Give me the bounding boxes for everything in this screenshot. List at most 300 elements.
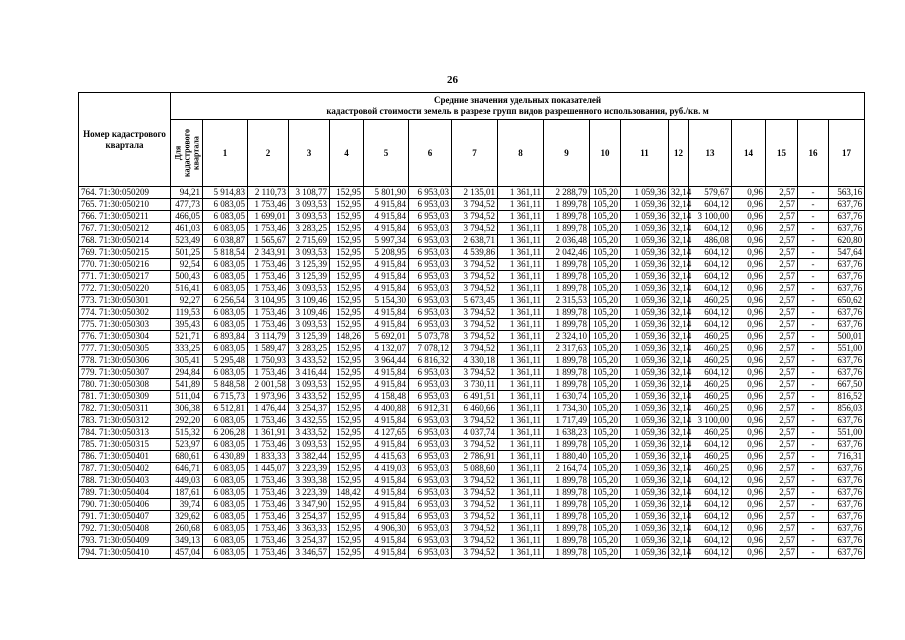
value-cell: 152,95 bbox=[330, 535, 364, 547]
value-cell: 3 794,52 bbox=[452, 475, 498, 487]
value-cell: 604,12 bbox=[689, 271, 732, 283]
value-cell: 3 794,52 bbox=[452, 511, 498, 523]
value-cell: 3 093,53 bbox=[289, 211, 330, 223]
table-row bbox=[79, 271, 865, 283]
value-cell: 457,04 bbox=[171, 547, 203, 559]
value-cell: 3 109,46 bbox=[289, 295, 330, 307]
header-rotated-label: Для кадастрового квартала bbox=[173, 128, 200, 178]
value-cell: 3 093,53 bbox=[289, 379, 330, 391]
value-cell: 32,14 bbox=[669, 427, 689, 439]
value-cell: 2,57 bbox=[766, 247, 798, 259]
cadastral-quarter-cell: 794. 71:30:050410 bbox=[79, 547, 171, 559]
value-cell: 1 059,36 bbox=[621, 391, 669, 403]
value-cell: 6 083,05 bbox=[203, 319, 248, 331]
value-cell: - bbox=[798, 235, 829, 247]
value-cell: 6 083,05 bbox=[203, 499, 248, 511]
table-row bbox=[79, 343, 865, 355]
value-cell: 501,25 bbox=[171, 247, 203, 259]
value-cell: 6 816,32 bbox=[409, 355, 452, 367]
cadastral-quarter-cell: 790. 71:30:050406 bbox=[79, 499, 171, 511]
value-cell: 6 953,03 bbox=[409, 475, 452, 487]
value-cell: 2 786,91 bbox=[452, 451, 498, 463]
value-cell: 148,26 bbox=[330, 331, 364, 343]
value-cell: 2 135,01 bbox=[452, 187, 498, 199]
value-cell: 3 794,52 bbox=[452, 319, 498, 331]
value-cell: 2,57 bbox=[766, 295, 798, 307]
value-cell: 152,95 bbox=[330, 283, 364, 295]
value-cell: 6 953,03 bbox=[409, 199, 452, 211]
table-row bbox=[79, 523, 865, 535]
value-cell: 460,25 bbox=[689, 451, 732, 463]
value-cell: 2,57 bbox=[766, 379, 798, 391]
value-cell: 6 206,28 bbox=[203, 427, 248, 439]
value-cell: 3 283,25 bbox=[289, 223, 330, 235]
value-cell: 1 059,36 bbox=[621, 343, 669, 355]
value-cell: 604,12 bbox=[689, 499, 732, 511]
cadastral-quarter-cell: 791. 71:30:050407 bbox=[79, 511, 171, 523]
value-cell: 1 361,11 bbox=[498, 427, 544, 439]
value-cell: 3 363,33 bbox=[289, 523, 330, 535]
value-cell: 637,76 bbox=[829, 283, 865, 295]
value-cell: 1 734,30 bbox=[544, 403, 590, 415]
value-cell: 1 059,36 bbox=[621, 355, 669, 367]
value-cell: 2,57 bbox=[766, 487, 798, 499]
value-cell: 3 125,39 bbox=[289, 271, 330, 283]
value-cell: 1 059,36 bbox=[621, 307, 669, 319]
value-cell: 152,95 bbox=[330, 247, 364, 259]
table-row bbox=[79, 511, 865, 523]
table-row bbox=[79, 535, 865, 547]
value-cell: 563,16 bbox=[829, 187, 865, 199]
value-cell: 0,96 bbox=[732, 235, 766, 247]
value-cell: 5 295,48 bbox=[203, 355, 248, 367]
header-col-number: 15 bbox=[766, 120, 798, 187]
header-rotated-cell bbox=[171, 120, 203, 187]
value-cell: 152,95 bbox=[330, 451, 364, 463]
value-cell: 1 361,11 bbox=[498, 499, 544, 511]
value-cell: 105,20 bbox=[590, 547, 621, 559]
value-cell: 1 059,36 bbox=[621, 223, 669, 235]
value-cell: 1 899,78 bbox=[544, 199, 590, 211]
value-cell: 4 915,84 bbox=[364, 199, 409, 211]
value-cell: 6 512,81 bbox=[203, 403, 248, 415]
value-cell: 105,20 bbox=[590, 187, 621, 199]
value-cell: 152,95 bbox=[330, 199, 364, 211]
value-cell: 2,57 bbox=[766, 367, 798, 379]
value-cell: 152,95 bbox=[330, 235, 364, 247]
value-cell: 3 254,37 bbox=[289, 511, 330, 523]
value-cell: - bbox=[798, 343, 829, 355]
value-cell: 1 059,36 bbox=[621, 199, 669, 211]
value-cell: 105,20 bbox=[590, 439, 621, 451]
value-cell: 294,84 bbox=[171, 367, 203, 379]
value-cell: 3 347,90 bbox=[289, 499, 330, 511]
cadastral-quarter-cell: 779. 71:30:050307 bbox=[79, 367, 171, 379]
value-cell: 6 953,03 bbox=[409, 235, 452, 247]
value-cell: 604,12 bbox=[689, 367, 732, 379]
value-cell: 460,25 bbox=[689, 379, 732, 391]
value-cell: 4 915,84 bbox=[364, 283, 409, 295]
value-cell: 1 361,11 bbox=[498, 307, 544, 319]
header-col-number: 2 bbox=[248, 120, 289, 187]
value-cell: 1 753,46 bbox=[248, 487, 289, 499]
table-row bbox=[79, 223, 865, 235]
value-cell: 6 038,87 bbox=[203, 235, 248, 247]
value-cell: 460,25 bbox=[689, 343, 732, 355]
value-cell: 2,57 bbox=[766, 427, 798, 439]
value-cell: 32,14 bbox=[669, 247, 689, 259]
value-cell: - bbox=[798, 439, 829, 451]
value-cell: 1 059,36 bbox=[621, 499, 669, 511]
value-cell: 604,12 bbox=[689, 439, 732, 451]
value-cell: 1 899,78 bbox=[544, 259, 590, 271]
value-cell: 3 794,52 bbox=[452, 439, 498, 451]
value-cell: 6 953,03 bbox=[409, 295, 452, 307]
value-cell: 6 953,03 bbox=[409, 415, 452, 427]
value-cell: 4 915,84 bbox=[364, 547, 409, 559]
table-row bbox=[79, 463, 865, 475]
value-cell: 1 753,46 bbox=[248, 283, 289, 295]
value-cell: 105,20 bbox=[590, 211, 621, 223]
value-cell: 3 100,00 bbox=[689, 211, 732, 223]
value-cell: 6 083,05 bbox=[203, 343, 248, 355]
value-cell: 3 093,53 bbox=[289, 247, 330, 259]
value-cell: 119,53 bbox=[171, 307, 203, 319]
value-cell: 3 794,52 bbox=[452, 259, 498, 271]
value-cell: 1 699,01 bbox=[248, 211, 289, 223]
value-cell: 0,96 bbox=[732, 427, 766, 439]
value-cell: 1 361,11 bbox=[498, 439, 544, 451]
value-cell: 1 361,11 bbox=[498, 271, 544, 283]
header-col-number: 12 bbox=[669, 120, 689, 187]
value-cell: 152,95 bbox=[330, 463, 364, 475]
value-cell: 604,12 bbox=[689, 547, 732, 559]
value-cell: 1 361,11 bbox=[498, 199, 544, 211]
value-cell: 152,95 bbox=[330, 415, 364, 427]
value-cell: 3 794,52 bbox=[452, 523, 498, 535]
value-cell: 604,12 bbox=[689, 283, 732, 295]
value-cell: 3 109,46 bbox=[289, 307, 330, 319]
value-cell: 2,57 bbox=[766, 403, 798, 415]
value-cell: 5 073,78 bbox=[409, 331, 452, 343]
value-cell: 3 794,52 bbox=[452, 271, 498, 283]
value-cell: 500,01 bbox=[829, 331, 865, 343]
value-cell: 1 059,36 bbox=[621, 367, 669, 379]
value-cell: 4 415,63 bbox=[364, 451, 409, 463]
value-cell: 1 753,46 bbox=[248, 523, 289, 535]
value-cell: 260,68 bbox=[171, 523, 203, 535]
value-cell: 1 361,11 bbox=[498, 391, 544, 403]
value-cell: 6 083,05 bbox=[203, 415, 248, 427]
table-row bbox=[79, 439, 865, 451]
value-cell: 329,62 bbox=[171, 511, 203, 523]
value-cell: 32,14 bbox=[669, 343, 689, 355]
value-cell: 105,20 bbox=[590, 379, 621, 391]
value-cell: 3 794,52 bbox=[452, 367, 498, 379]
value-cell: 1 361,11 bbox=[498, 331, 544, 343]
value-cell: 1 361,11 bbox=[498, 487, 544, 499]
cadastral-quarter-cell: 778. 71:30:050306 bbox=[79, 355, 171, 367]
value-cell: 1 361,11 bbox=[498, 283, 544, 295]
value-cell: 541,89 bbox=[171, 379, 203, 391]
value-cell: 3 964,44 bbox=[364, 355, 409, 367]
table-row bbox=[79, 247, 865, 259]
cadastral-quarter-cell: 776. 71:30:050304 bbox=[79, 331, 171, 343]
header-col-number: 8 bbox=[498, 120, 544, 187]
value-cell: 6 083,05 bbox=[203, 367, 248, 379]
value-cell: 0,96 bbox=[732, 379, 766, 391]
value-cell: 3 794,52 bbox=[452, 415, 498, 427]
header-col-number: 6 bbox=[409, 120, 452, 187]
value-cell: 105,20 bbox=[590, 499, 621, 511]
value-cell: 1 589,47 bbox=[248, 343, 289, 355]
value-cell: 0,96 bbox=[732, 391, 766, 403]
cadastral-quarter-cell: 765. 71:30:050210 bbox=[79, 199, 171, 211]
value-cell: 152,95 bbox=[330, 475, 364, 487]
value-cell: 3 794,52 bbox=[452, 307, 498, 319]
value-cell: 2,57 bbox=[766, 307, 798, 319]
value-cell: 4 400,88 bbox=[364, 403, 409, 415]
value-cell: - bbox=[798, 415, 829, 427]
value-cell: 0,96 bbox=[732, 247, 766, 259]
value-cell: 3 093,53 bbox=[289, 439, 330, 451]
value-cell: 0,96 bbox=[732, 439, 766, 451]
value-cell: 6 083,05 bbox=[203, 535, 248, 547]
value-cell: 92,54 bbox=[171, 259, 203, 271]
value-cell: 460,25 bbox=[689, 463, 732, 475]
value-cell: 105,20 bbox=[590, 283, 621, 295]
value-cell: 3 794,52 bbox=[452, 199, 498, 211]
header-cadastral-quarter: Номер кадастрового квартала bbox=[79, 93, 171, 187]
value-cell: 1 059,36 bbox=[621, 451, 669, 463]
value-cell: 32,14 bbox=[669, 523, 689, 535]
value-cell: 0,96 bbox=[732, 187, 766, 199]
value-cell: 3 794,52 bbox=[452, 499, 498, 511]
value-cell: 105,20 bbox=[590, 307, 621, 319]
value-cell: 32,14 bbox=[669, 319, 689, 331]
value-cell: 1 750,93 bbox=[248, 355, 289, 367]
value-cell: 105,20 bbox=[590, 331, 621, 343]
value-cell: 0,96 bbox=[732, 211, 766, 223]
page-number: 26 bbox=[447, 74, 458, 86]
value-cell: 6 083,05 bbox=[203, 523, 248, 535]
value-cell: 1 899,78 bbox=[544, 307, 590, 319]
value-cell: 477,73 bbox=[171, 199, 203, 211]
value-cell: 3 730,11 bbox=[452, 379, 498, 391]
value-cell: 6 083,05 bbox=[203, 223, 248, 235]
value-cell: 6 715,73 bbox=[203, 391, 248, 403]
value-cell: 6 953,03 bbox=[409, 535, 452, 547]
value-cell: 1 361,11 bbox=[498, 343, 544, 355]
cadastral-value-table bbox=[78, 92, 865, 559]
value-cell: 1 361,11 bbox=[498, 451, 544, 463]
cadastral-quarter-cell: 782. 71:30:050311 bbox=[79, 403, 171, 415]
value-cell: 650,62 bbox=[829, 295, 865, 307]
value-cell: 3 416,44 bbox=[289, 367, 330, 379]
value-cell: 1 899,78 bbox=[544, 211, 590, 223]
value-cell: 637,76 bbox=[829, 211, 865, 223]
value-cell: 3 283,25 bbox=[289, 343, 330, 355]
value-cell: 6 953,03 bbox=[409, 223, 452, 235]
value-cell: 1 753,46 bbox=[248, 319, 289, 331]
cadastral-quarter-cell: 767. 71:30:050212 bbox=[79, 223, 171, 235]
value-cell: 3 382,44 bbox=[289, 451, 330, 463]
value-cell: 1 753,46 bbox=[248, 259, 289, 271]
value-cell: 6 953,03 bbox=[409, 487, 452, 499]
value-cell: 5 208,95 bbox=[364, 247, 409, 259]
value-cell: 604,12 bbox=[689, 259, 732, 271]
value-cell: 6 083,05 bbox=[203, 199, 248, 211]
value-cell: 667,50 bbox=[829, 379, 865, 391]
table-row bbox=[79, 355, 865, 367]
value-cell: 2,57 bbox=[766, 439, 798, 451]
value-cell: 32,14 bbox=[669, 271, 689, 283]
value-cell: 6 953,03 bbox=[409, 187, 452, 199]
value-cell: 32,14 bbox=[669, 487, 689, 499]
value-cell: 2,57 bbox=[766, 223, 798, 235]
header-col-number: 13 bbox=[689, 120, 732, 187]
value-cell: 637,76 bbox=[829, 223, 865, 235]
value-cell: 5 914,83 bbox=[203, 187, 248, 199]
value-cell: 4 330,18 bbox=[452, 355, 498, 367]
value-cell: 6 953,03 bbox=[409, 259, 452, 271]
value-cell: 32,14 bbox=[669, 403, 689, 415]
header-col-number: 14 bbox=[732, 120, 766, 187]
header-title-line-2: кадастровой стоимости земель в разрезе групп видов разрешенного использования, руб./кв. м bbox=[326, 106, 709, 116]
value-cell: 105,20 bbox=[590, 535, 621, 547]
value-cell: 4 915,84 bbox=[364, 487, 409, 499]
value-cell: 152,95 bbox=[330, 427, 364, 439]
value-cell: 1 059,36 bbox=[621, 211, 669, 223]
value-cell: 2 324,10 bbox=[544, 331, 590, 343]
header-col-number: 1 bbox=[203, 120, 248, 187]
value-cell: 1 899,78 bbox=[544, 511, 590, 523]
value-cell: 2,57 bbox=[766, 391, 798, 403]
value-cell: 152,95 bbox=[330, 343, 364, 355]
value-cell: 32,14 bbox=[669, 463, 689, 475]
value-cell: 0,96 bbox=[732, 283, 766, 295]
value-cell: 305,41 bbox=[171, 355, 203, 367]
value-cell: 6 083,05 bbox=[203, 439, 248, 451]
value-cell: 306,38 bbox=[171, 403, 203, 415]
value-cell: 646,71 bbox=[171, 463, 203, 475]
value-cell: 349,13 bbox=[171, 535, 203, 547]
value-cell: 3 433,52 bbox=[289, 355, 330, 367]
value-cell: 6 953,03 bbox=[409, 439, 452, 451]
value-cell: - bbox=[798, 211, 829, 223]
value-cell: 637,76 bbox=[829, 439, 865, 451]
value-cell: 6 953,03 bbox=[409, 451, 452, 463]
value-cell: 1 476,44 bbox=[248, 403, 289, 415]
value-cell: 1 059,36 bbox=[621, 295, 669, 307]
header-col-number: 5 bbox=[364, 120, 409, 187]
value-cell: 6 953,03 bbox=[409, 283, 452, 295]
value-cell: 0,96 bbox=[732, 487, 766, 499]
value-cell: 0,96 bbox=[732, 547, 766, 559]
value-cell: 716,31 bbox=[829, 451, 865, 463]
value-cell: 152,95 bbox=[330, 439, 364, 451]
value-cell: 2,57 bbox=[766, 451, 798, 463]
value-cell: 105,20 bbox=[590, 487, 621, 499]
value-cell: 1 753,46 bbox=[248, 223, 289, 235]
value-cell: 5 673,45 bbox=[452, 295, 498, 307]
value-cell: - bbox=[798, 247, 829, 259]
value-cell: 816,52 bbox=[829, 391, 865, 403]
value-cell: 1 753,46 bbox=[248, 199, 289, 211]
value-cell: 39,74 bbox=[171, 499, 203, 511]
table-row bbox=[79, 427, 865, 439]
value-cell: 3 223,39 bbox=[289, 487, 330, 499]
value-cell: 32,14 bbox=[669, 415, 689, 427]
table-row bbox=[79, 547, 865, 559]
value-cell: 1 059,36 bbox=[621, 283, 669, 295]
value-cell: 32,14 bbox=[669, 199, 689, 211]
value-cell: 2,57 bbox=[766, 511, 798, 523]
value-cell: 152,95 bbox=[330, 187, 364, 199]
value-cell: 32,14 bbox=[669, 211, 689, 223]
value-cell: 105,20 bbox=[590, 523, 621, 535]
value-cell: 3 794,52 bbox=[452, 283, 498, 295]
table-row bbox=[79, 199, 865, 211]
value-cell: 32,14 bbox=[669, 391, 689, 403]
cadastral-quarter-cell: 780. 71:30:050308 bbox=[79, 379, 171, 391]
value-cell: 604,12 bbox=[689, 199, 732, 211]
value-cell: 1 361,11 bbox=[498, 295, 544, 307]
value-cell: 1 059,36 bbox=[621, 247, 669, 259]
value-cell: 0,96 bbox=[732, 295, 766, 307]
value-cell: 333,25 bbox=[171, 343, 203, 355]
value-cell: 461,03 bbox=[171, 223, 203, 235]
value-cell: 2,57 bbox=[766, 535, 798, 547]
value-cell: 4 915,84 bbox=[364, 319, 409, 331]
value-cell: 6 083,05 bbox=[203, 211, 248, 223]
value-cell: 6 083,05 bbox=[203, 463, 248, 475]
value-cell: 187,61 bbox=[171, 487, 203, 499]
value-cell: 6 460,66 bbox=[452, 403, 498, 415]
value-cell: - bbox=[798, 355, 829, 367]
value-cell: 105,20 bbox=[590, 427, 621, 439]
cadastral-quarter-cell: 788. 71:30:050403 bbox=[79, 475, 171, 487]
value-cell: 1 638,23 bbox=[544, 427, 590, 439]
value-cell: 2,57 bbox=[766, 259, 798, 271]
value-cell: 2,57 bbox=[766, 475, 798, 487]
value-cell: 486,08 bbox=[689, 235, 732, 247]
value-cell: 1 753,46 bbox=[248, 271, 289, 283]
value-cell: 1 361,11 bbox=[498, 535, 544, 547]
value-cell: 1 899,78 bbox=[544, 499, 590, 511]
value-cell: 1 059,36 bbox=[621, 475, 669, 487]
value-cell: 1 753,46 bbox=[248, 547, 289, 559]
value-cell: 1 059,36 bbox=[621, 547, 669, 559]
value-cell: 637,76 bbox=[829, 487, 865, 499]
value-cell: 604,12 bbox=[689, 487, 732, 499]
value-cell: 32,14 bbox=[669, 331, 689, 343]
value-cell: 0,96 bbox=[732, 367, 766, 379]
value-cell: 2 001,58 bbox=[248, 379, 289, 391]
value-cell: - bbox=[798, 511, 829, 523]
value-cell: 1 059,36 bbox=[621, 271, 669, 283]
value-cell: 6 083,05 bbox=[203, 307, 248, 319]
value-cell: 515,32 bbox=[171, 427, 203, 439]
value-cell: 105,20 bbox=[590, 319, 621, 331]
table-row bbox=[79, 499, 865, 511]
value-cell: 2,57 bbox=[766, 319, 798, 331]
value-cell: 460,25 bbox=[689, 295, 732, 307]
value-cell: 3 108,77 bbox=[289, 187, 330, 199]
value-cell: 1 361,11 bbox=[498, 379, 544, 391]
value-cell: 2 110,73 bbox=[248, 187, 289, 199]
value-cell: 6 083,05 bbox=[203, 547, 248, 559]
